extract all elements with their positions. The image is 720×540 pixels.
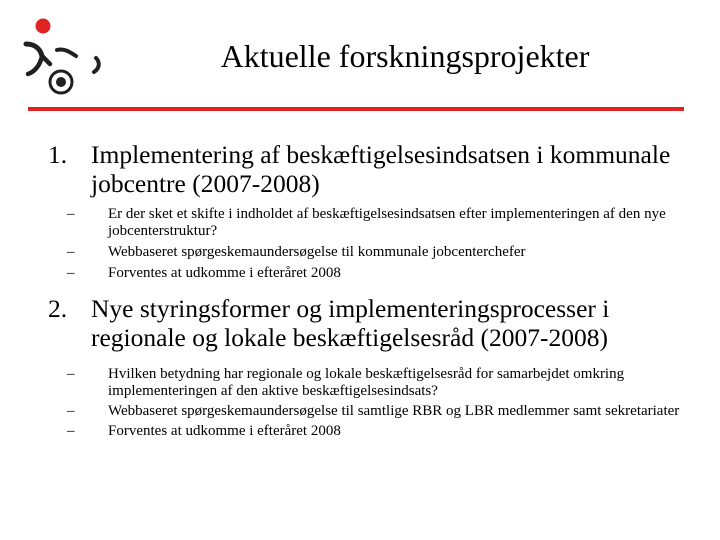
sub-item [67, 265, 688, 282]
sub-item [67, 423, 688, 440]
dash-bullet: – [67, 244, 75, 260]
dash-bullet: – [67, 206, 75, 222]
item-number: 1. [48, 140, 68, 169]
institution-logo-icon [20, 14, 104, 102]
item-heading: Nye styringsformer og implementeringsprocesser i regionale og lokale beskæftigelsesråd (2007-2008) [91, 294, 610, 352]
title-divider [28, 107, 684, 111]
page-title: Aktuelle forskningsprojekter [220, 38, 590, 74]
sub-item [67, 206, 688, 240]
sub-item [67, 366, 688, 400]
dash-bullet: – [67, 366, 75, 382]
item-heading: Implementering af beskæftigelsesindsatsen i kommunale jobcentre (2007-2008) [91, 140, 671, 198]
dash-bullet: – [67, 423, 75, 439]
sub-item [67, 244, 688, 261]
project-item [48, 294, 688, 440]
title-divider-bar [28, 107, 684, 111]
sub-item [67, 403, 688, 420]
sub-item-text: Webbaseret spørgeskemaundersøgelse til kommunale jobcenterchefer [108, 244, 526, 260]
sub-list [67, 206, 688, 282]
project-list [48, 140, 688, 443]
sub-item-text: Forventes at udkomme i efteråret 2008 [108, 265, 341, 281]
dash-bullet: – [67, 403, 75, 419]
sub-item-text: Forventes at udkomme i efteråret 2008 [108, 423, 341, 439]
dash-bullet: – [67, 265, 75, 281]
project-item [48, 140, 688, 282]
sub-item-text: Hvilken betydning har regionale og lokale beskæftigelsesråd for samarbejdet omkring implementeringen af den aktive beskæftigelsesindsats? [108, 366, 625, 399]
sub-list [67, 366, 688, 440]
sub-item-text: Webbaseret spørgeskemaundersøgelse til samtlige RBR og LBR medlemmer samt sekretariater [108, 403, 680, 419]
sub-item-text: Er der sket et skifte i indholdet af beskæftigelsesindsatsen efter implementeringen af den nye jobcenterstruktur? [108, 206, 666, 239]
item-number: 2. [48, 294, 68, 323]
